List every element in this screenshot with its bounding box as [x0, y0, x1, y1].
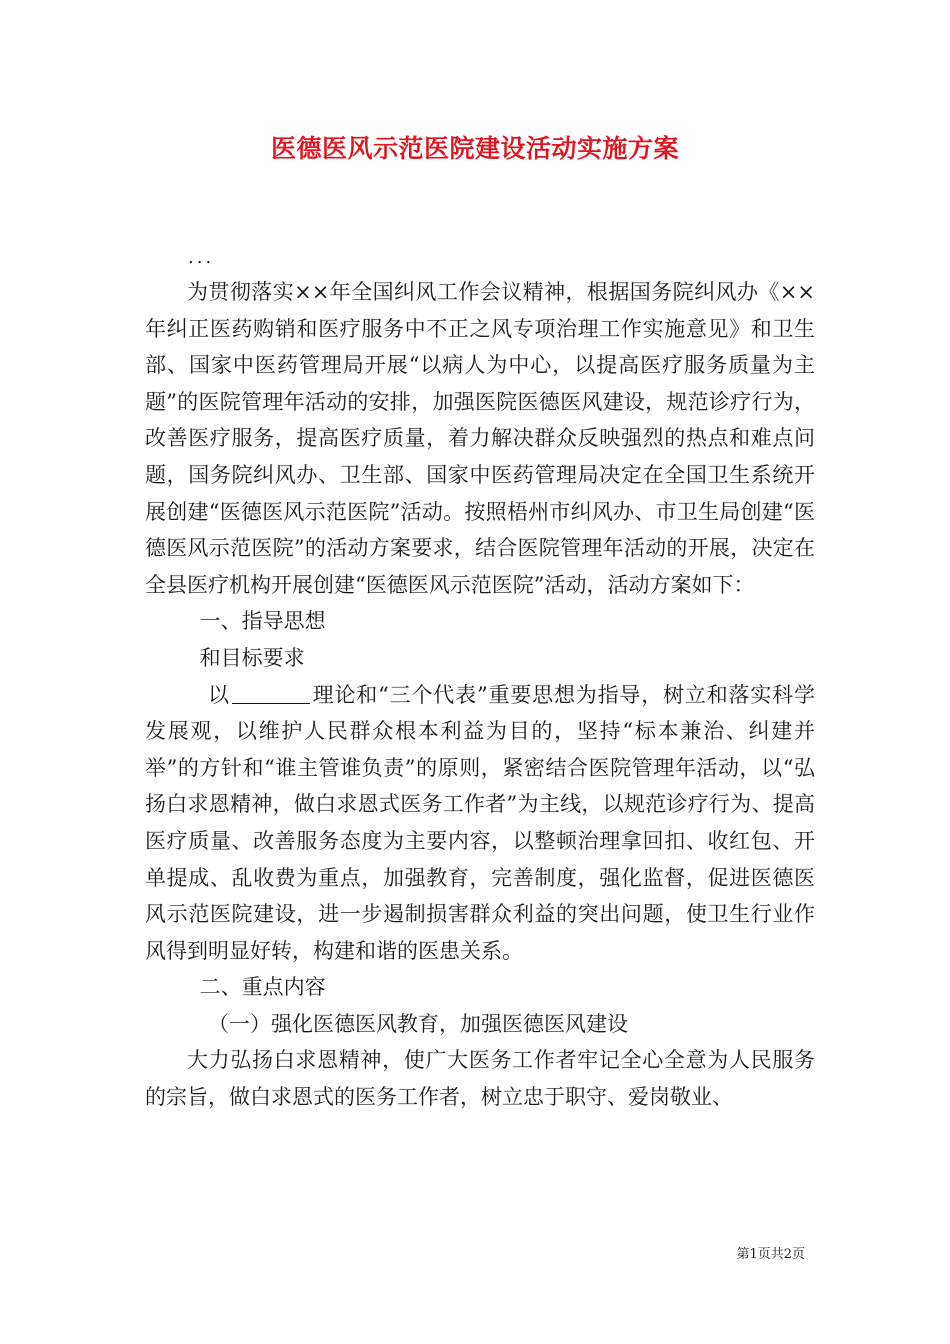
guiding-prefix: 以 — [208, 682, 230, 707]
section-heading-1: 一、指导思想 — [199, 609, 326, 634]
subsection-heading-1: （一）强化医德医风教育，加强医德医风建设 — [208, 1011, 628, 1036]
section-heading-2: 二、重点内容 — [199, 975, 326, 1000]
section-heading-1-continued: 和目标要求 — [199, 645, 305, 670]
page-number: 第1页共2页 — [736, 1247, 805, 1262]
fill-in-blank — [232, 681, 310, 704]
intro-paragraph: 为贯彻落实××年全国纠风工作会议精神，根据国务院纠风办《××年纠正医药购销和医疗服务中不正之风专项治理工作实施意见》和卫生部、国家中医药管理局开展“以病人为中心，以提高医疗服务质量为主题”的医院管理年活动的安排，加强医院医德医风建设，规范诊疗行为，改善医疗服务，提高医疗质量，着力解决群众反映强烈的热点和难点问题，国务院纠风办、卫生部、国家中医药管理局决定在全国卫生系统开展创建“医德医风示范医院”活动。按照梧州市纠风办、市卫生局创建“医德医风示范医院”的活动方案要求，结合医院管理年活动的开展，决定在全县医疗机构开展创建“医德医风示范医院”活动，活动方案如下： — [145, 280, 815, 597]
guiding-text: 理论和“三个代表”重要思想为指导，树立和落实科学发展观，以维护人民群众根本利益为目的，坚持“标本兼治、纠建并举”的方针和“谁主管谁负责”的原则，紧密结合医院管理年活动，以“弘扬白求恩精神，做白求恩式医务工作者”为主线，以规范诊疗行为、提高医疗质量、改善服务态度为主要内容，以整顿治理拿回扣、收红包、开单提成、乱收费为重点，加强教育，完善制度，强化监督，促进医德医风示范医院建设，进一步遏制损害群众利益的突出问题，使卫生行业作风得到明显好转，构建和谐的医患关系。 — [145, 682, 815, 963]
document-title: 医德医风示范医院建设活动实施方案 — [270, 134, 679, 163]
subsection-1-paragraph: 大力弘扬白求恩精神，使广大医务工作者牢记全心全意为人民服务的宗旨，做白求恩式的医务工作者，树立忠于职守、爱岗敬业、 — [145, 1048, 815, 1110]
guiding-paragraph — [145, 677, 815, 970]
document-body — [145, 274, 815, 1116]
ellipsis-marker: ... — [188, 247, 215, 268]
